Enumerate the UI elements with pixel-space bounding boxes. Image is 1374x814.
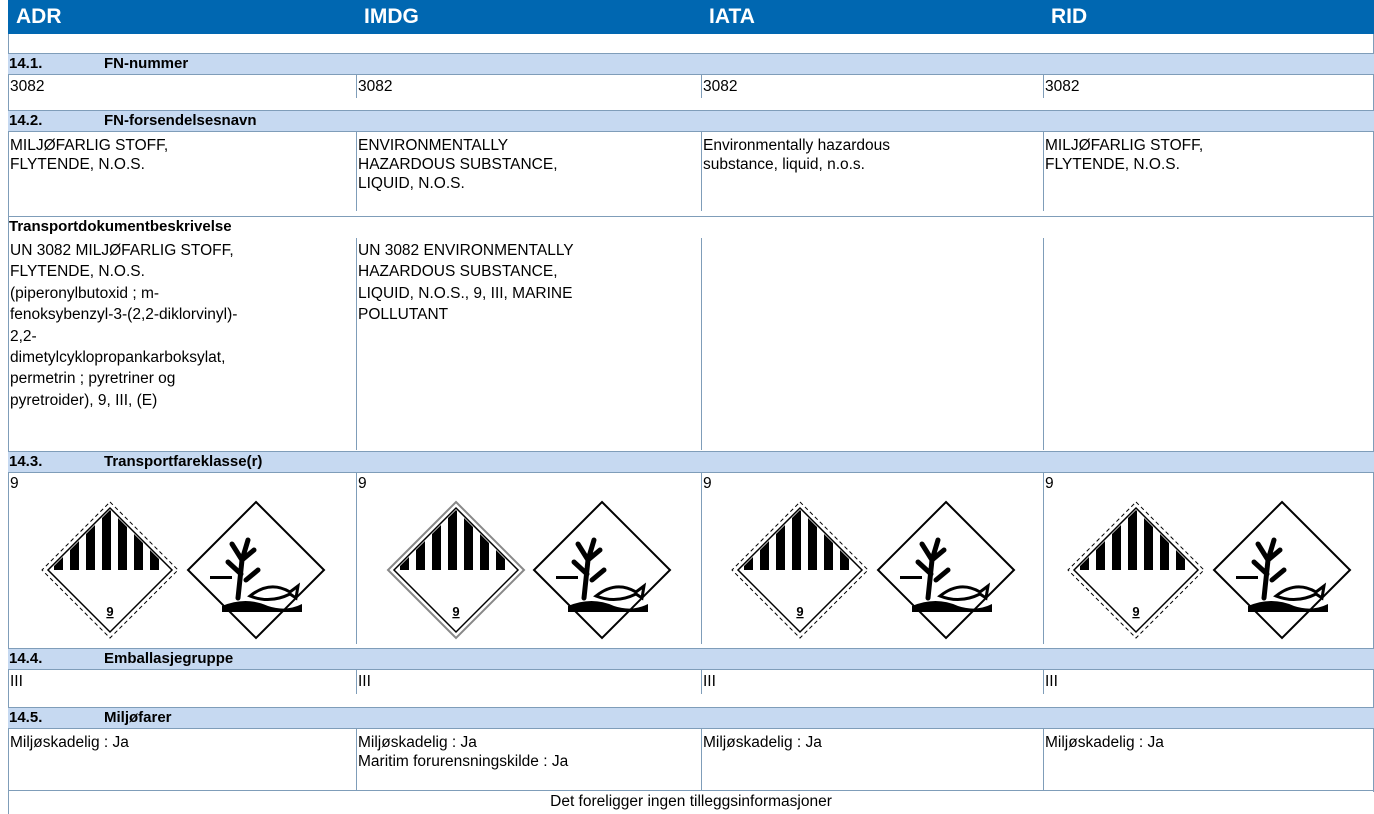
pictogram-pair [40,500,326,640]
transport-document-header [8,216,1374,237]
hazard-class-imdg: 9 [356,472,701,496]
class-9-hazard-label-icon [730,500,870,640]
column-header-imdg: IMDG [364,5,419,28]
column-header-iata: IATA [709,5,755,28]
pictograms-adr [8,496,356,644]
hazard-class-row [8,472,1374,496]
class-number-label: 9 [452,604,460,619]
class-9-hazard-label-icon [386,500,526,640]
environmental-hazard-row [8,728,1374,791]
section-title: FN-nummer [104,55,189,72]
class-number-label: 9 [795,604,804,619]
section-title: Transportfareklasse(r) [104,453,263,470]
shipping-name-rid: MILJØFARLIG STOFF, FLYTENDE, N.O.S. [1043,131,1374,211]
section-14-4-header [8,648,1374,670]
class-9-hazard-label-icon [40,500,180,640]
environment-hazard-icon [1212,500,1352,640]
hazard-pictogram-row [8,496,1374,644]
shipping-name-imdg: ENVIRONMENTALLY HAZARDOUS SUBSTANCE, LIQUID, N.O.S. [356,131,701,211]
packing-group-imdg: III [356,669,701,694]
hazard-class-rid: 9 [1043,472,1374,496]
section-number: 14.5. [9,709,43,726]
section-title: Transportdokumentbeskrivelse [9,218,232,235]
un-number-imdg: 3082 [356,74,701,98]
shipping-name-iata: Environmentally hazardous substance, liquid, n.o.s. [701,131,1043,211]
transport-document-row [8,238,1374,450]
section-number: 14.4. [9,650,43,667]
pictograms-imdg [356,496,701,644]
transport-document-adr: UN 3082 MILJØFARLIG STOFF, FLYTENDE, N.O.S. (piperonylbutoxid ; m- fenoksybenzyl-3-(2,2-diklorvinyl)- 2,2- dimetylcyklopropankarboksylat, permetrin ; pyretriner og pyretroider), 9, III, (E) [8,238,356,450]
pictograms-iata [701,496,1043,644]
column-header-adr: ADR [16,5,62,28]
section-number: 14.2. [9,112,43,129]
section-14-3-header [8,451,1374,473]
packing-group-rid: III [1043,669,1374,694]
environment-hazard-icon [186,500,326,640]
section-number: 14.3. [9,453,43,470]
un-number-iata: 3082 [701,74,1043,98]
section-14-2-header [8,110,1374,132]
class-number-label: 9 [1132,604,1140,619]
section-14-5-header [8,707,1374,729]
pictogram-pair [1066,500,1352,640]
environment-hazard-icon [876,500,1016,640]
packing-group-row [8,669,1374,694]
column-header-row [8,0,1374,34]
hazard-class-adr: 9 [8,472,356,496]
section-number: 14.1. [9,55,43,72]
packing-group-adr: III [8,669,356,694]
shipping-name-row [8,131,1374,211]
environmental-hazard-adr: Miljøskadelig : Ja [8,728,356,790]
transport-document-iata [701,238,1043,450]
packing-group-iata: III [701,669,1043,694]
section-14-1-header [8,53,1374,75]
un-number-adr: 3082 [8,74,356,98]
environmental-hazard-iata: Miljøskadelig : Ja [701,728,1043,790]
section-title: Miljøfarer [104,709,172,726]
section-title: FN-forsendelsesnavn [104,112,257,129]
column-header-rid: RID [1051,5,1088,28]
un-number-row [8,74,1374,98]
additional-info-note: Det foreligger ingen tilleggsinformasjoner [550,793,832,810]
section-title: Emballasjegruppe [104,650,234,667]
pictogram-pair [730,500,1016,640]
un-number-rid: 3082 [1043,74,1374,98]
class-9-hazard-label-icon [1066,500,1206,640]
pictograms-rid [1043,496,1374,644]
transport-document-imdg: UN 3082 ENVIRONMENTALLY HAZARDOUS SUBSTANCE, LIQUID, N.O.S., 9, III, MARINE POLLUTANT [356,238,701,450]
shipping-name-adr: MILJØFARLIG STOFF, FLYTENDE, N.O.S. [8,131,356,211]
hazard-class-iata: 9 [701,472,1043,496]
environment-hazard-icon [532,500,672,640]
pictogram-pair [386,500,672,640]
environmental-hazard-imdg: Miljøskadelig : Ja Maritim forurensningskilde : Ja [356,728,701,790]
transport-document-rid [1043,238,1374,450]
class-number-label: 9 [105,604,114,619]
environmental-hazard-rid: Miljøskadelig : Ja [1043,728,1374,790]
